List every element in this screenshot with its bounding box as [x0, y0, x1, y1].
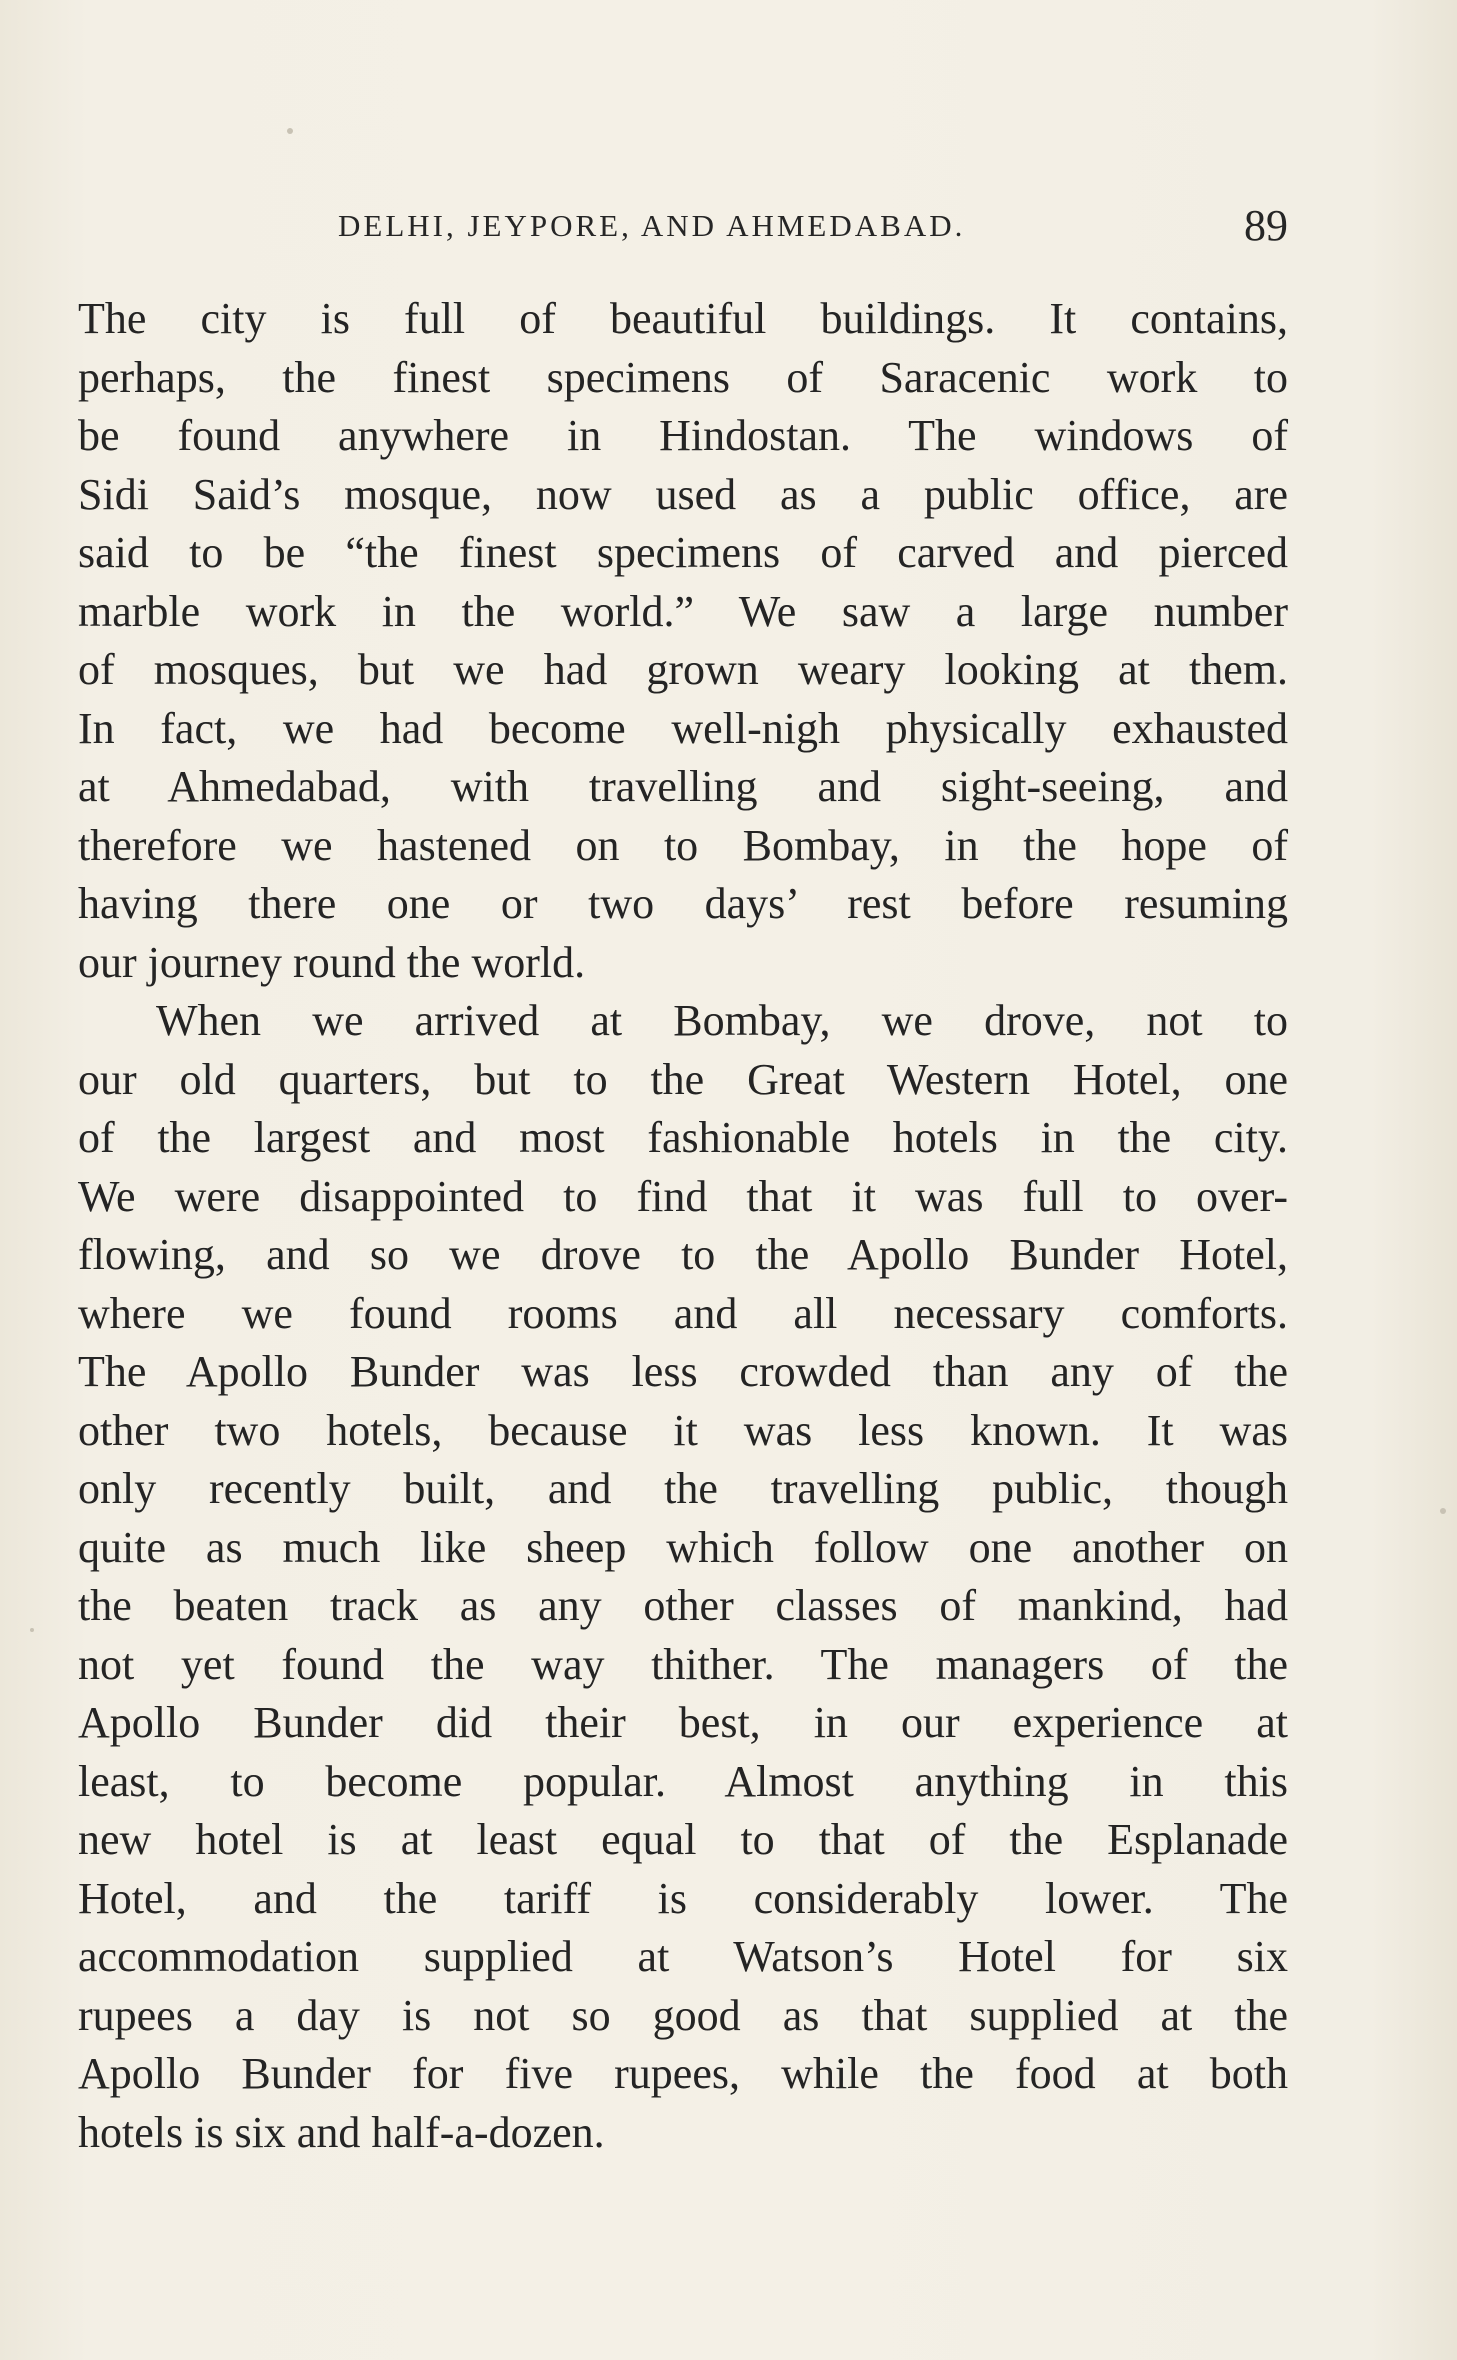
text-line: Apollo Bunder did their best, in our experience at	[78, 1698, 1288, 1747]
text-line: only recently built, and the travelling public, though	[78, 1464, 1288, 1513]
text-line: not yet found the way thither. The managers of the	[78, 1639, 1288, 1689]
text-line: our journey round the world.	[78, 937, 586, 987]
text-line: Sidi Said’s mosque, now used as a public office, are	[78, 469, 1288, 519]
text-line: Apollo Bunder for five rupees, while the food at both	[78, 2049, 1288, 2098]
text-line: of mosques, but we had grown weary looking at them.	[78, 645, 1288, 694]
running-head	[78, 200, 1288, 250]
text-line: therefore we hastened on to Bombay, in the hope of	[78, 820, 1288, 870]
text-line: least, to become popular. Almost anything in this	[78, 1756, 1288, 1806]
text-line: Hotel, and the tariff is considerably lower. The	[78, 1873, 1288, 1923]
text-line: other two hotels, because it was less known. It was	[78, 1405, 1288, 1455]
paper-speck	[287, 128, 293, 134]
paragraph	[78, 290, 1288, 992]
text-line: perhaps, the finest specimens of Saracenic work to	[78, 352, 1288, 402]
text-line: rupees a day is not so good as that supplied at the	[78, 1990, 1288, 2040]
text-line: We were disappointed to find that it was full to over-	[78, 1171, 1288, 1221]
text-line: be found anywhere in Hindostan. The windows of	[78, 411, 1288, 460]
text-line: where we found rooms and all necessary comforts.	[78, 1288, 1288, 1338]
body-text	[78, 290, 1288, 2162]
text-line: hotels is six and half-a-dozen.	[78, 2107, 605, 2157]
text-line: When we arrived at Bombay, we drove, not to	[156, 996, 1288, 1045]
text-line: the beaten track as any other classes of mankind, had	[78, 1581, 1288, 1630]
text-line: accommodation supplied at Watson’s Hotel for six	[78, 1932, 1288, 1981]
text-line: new hotel is at least equal to that of the Esplanade	[78, 1815, 1288, 1864]
text-line: said to be “the finest specimens of carved and pierced	[78, 528, 1288, 577]
text-line: marble work in the world.” We saw a large number	[78, 586, 1288, 636]
paper-speck	[30, 1628, 34, 1632]
text-line: quite as much like sheep which follow one another on	[78, 1522, 1288, 1572]
text-line: The Apollo Bunder was less crowded than any of the	[78, 1347, 1288, 1396]
text-line: of the largest and most fashionable hotels in the city.	[78, 1113, 1288, 1162]
paper-speck	[1440, 1508, 1446, 1514]
text-line: having there one or two days’ rest before resuming	[78, 879, 1288, 928]
paragraph	[78, 992, 1288, 2162]
text-line: at Ahmedabad, with travelling and sight-seeing, and	[78, 762, 1288, 811]
text-line: our old quarters, but to the Great Western Hotel, one	[78, 1054, 1288, 1104]
text-line: The city is full of beautiful buildings. It contains,	[78, 294, 1288, 343]
page-number: 89	[1244, 201, 1288, 250]
text-line: flowing, and so we drove to the Apollo Bunder Hotel,	[78, 1230, 1288, 1279]
text-line: In fact, we had become well-nigh physically exhausted	[78, 703, 1288, 753]
running-title: DELHI, JEYPORE, AND AHMEDABAD.	[338, 208, 966, 243]
